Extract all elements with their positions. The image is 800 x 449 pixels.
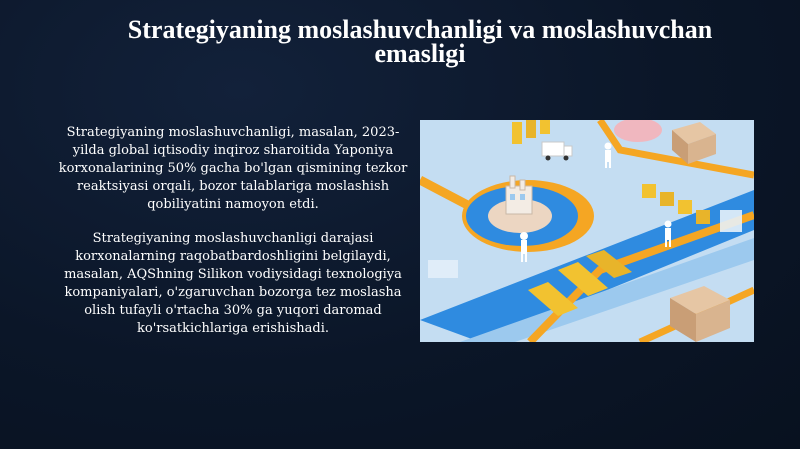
tile [720, 210, 742, 232]
isometric-illustration [420, 120, 754, 342]
paragraph-2: Strategiyaning moslashuvchanligi darajasi korxonalarning raqobatbardoshligini belgilaydi, masalan, AQShning Silikon vodiysidagi texnologiya kompaniyalari, o'zgaruvchan bozorga tez moslasha olish tufayli o'rtacha 30% ga yuqori daromad ko'rsatkichlariga erishishadi. [64, 231, 402, 336]
paragraph-1: Strategiyaning moslashuvchanligi, masalan, 2023-yilda global iqtisodiy inqiroz sharoitida Yaponiya korxonalarining 50% gacha bo'lgan qismining tezkor reaktsiyasi orqali, bozor talablariga moslashish qobiliyatini namoyon etdi. [58, 125, 408, 212]
body-text [52, 124, 414, 354]
illustration-svg [420, 120, 754, 342]
slide-title: Strategiyaning moslashuvchanligi va moslashuvchan emasligi [127, 15, 713, 68]
tile-2 [428, 260, 458, 278]
